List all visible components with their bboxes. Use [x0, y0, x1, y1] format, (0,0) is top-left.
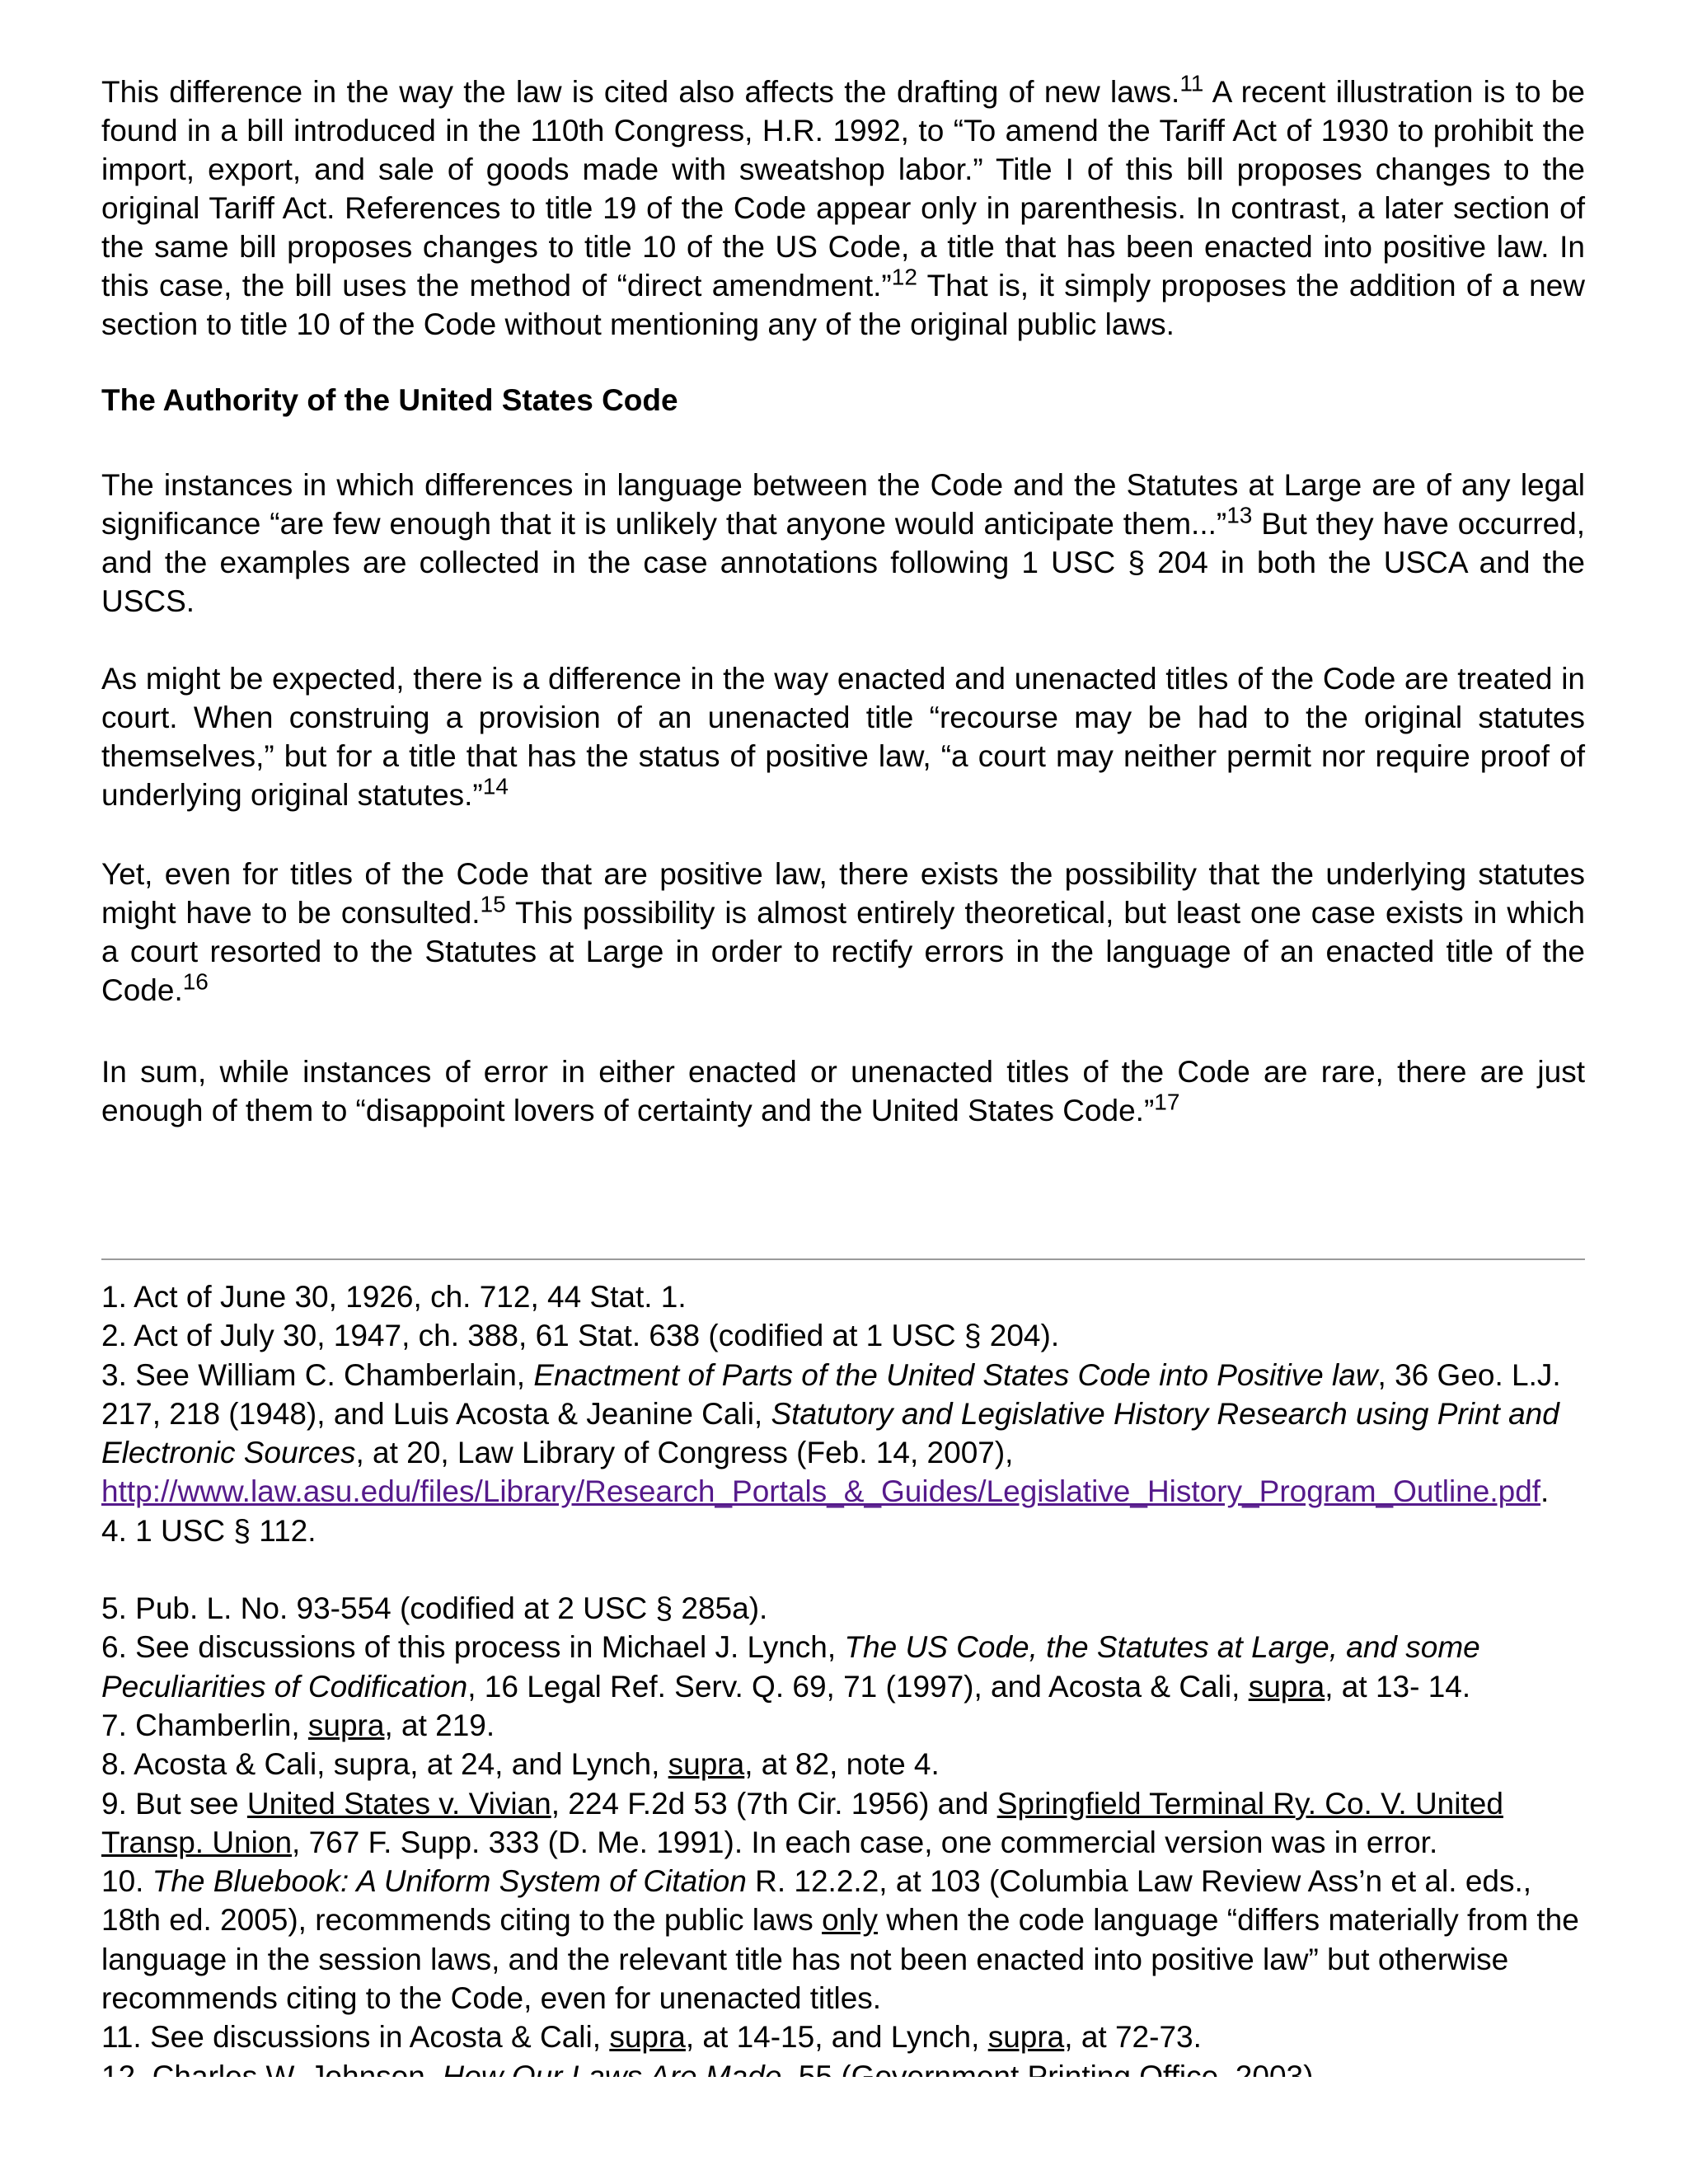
- text-span: , at 20, Law Library of Congress (Feb. 14, 2007),: [355, 1436, 1014, 1470]
- text-span: Yet, even for titles of the Code that are positive law, there exists the possibility that the underlying statutes might have to be consulted.: [101, 857, 1585, 930]
- footnote-ref-17[interactable]: 17: [1154, 1089, 1180, 1115]
- text-span: 3. See William C. Chamberlain,: [101, 1357, 534, 1392]
- footnote-10: [101, 1862, 1585, 2018]
- text-span: 8. Acosta & Cali, supra, at 24, and Lynch,: [101, 1747, 668, 1782]
- footnote-4: 4. 1 USC § 112.: [101, 1513, 316, 1548]
- footnote-ref-15[interactable]: 15: [480, 891, 506, 917]
- text-span: 9. But see: [101, 1786, 247, 1821]
- paragraph-drafting-new-laws: [101, 70, 1585, 344]
- paragraph-in-sum: [101, 1052, 1585, 1130]
- citation-title: The Bluebook: A Uniform System of Citation: [152, 1864, 747, 1899]
- text-span: 10.: [101, 1864, 152, 1899]
- citation-title: Enactment of Parts of the United States Code into Positive law: [533, 1357, 1378, 1392]
- document-page: [101, 0, 1585, 2184]
- footnote-8: [101, 1745, 1585, 1783]
- footnote-ref-16[interactable]: 16: [182, 968, 209, 995]
- supra-link[interactable]: supra: [307, 1708, 385, 1742]
- text-span: This possibility is almost entirely theoretical, but least one case exists in which a court resorted to the Statutes at Large in order to rectify errors in the language of an enacted title of the Code.: [101, 896, 1586, 1007]
- text-span: , 224 F.2d 53 (7th Cir. 1956) and: [551, 1786, 997, 1821]
- text-span: R. 12.2.2, at 103 (Columbia Law Review Ass’n et al. eds., 18th ed. 2005), recommends citing to the public laws: [101, 1864, 1532, 1938]
- footnote-7: [101, 1706, 1585, 1745]
- supra-link[interactable]: supra: [1248, 1669, 1325, 1704]
- only-link[interactable]: only: [822, 1903, 878, 1938]
- text-span: 7. Chamberlin,: [101, 1708, 308, 1742]
- citation-title: Statutory and Legislative History Research using Print and Electronic Sources: [101, 1396, 1559, 1470]
- footnote-2: 2. Act of July 30, 1947, ch. 388, 61 Stat. 638 (codified at 1 USC § 204).: [101, 1319, 1060, 1353]
- supra-link[interactable]: supra: [609, 2020, 686, 2055]
- footnotes-list: [101, 1277, 1585, 2096]
- section-heading: The Authority of the United States Code: [101, 383, 678, 417]
- footnote-3: [101, 1356, 1585, 1511]
- text-span: , at 219.: [384, 1708, 495, 1742]
- case-link-springfield[interactable]: Springfield Terminal Ry. Co. V. United Transp. Union: [101, 1786, 1503, 1859]
- supra-link[interactable]: supra: [987, 2020, 1065, 2055]
- footnote-5: 5. Pub. L. No. 93-554 (codified at 2 USC § 285a).: [101, 1591, 768, 1626]
- footnote-9: [101, 1784, 1585, 1863]
- text-span: when the code language “differs materially from the language in the session laws, and the relevant title has not been enacted into positive law” but otherwise recommends citing to the Code, even for unenacted titles.: [101, 1903, 1579, 2016]
- text-span: .: [1540, 1474, 1550, 1509]
- footnote-ref-11[interactable]: 11: [1179, 70, 1204, 96]
- case-link-vivian[interactable]: United States v. Vivian: [246, 1786, 551, 1821]
- text-span: As might be expected, there is a difference in the way enacted and unenacted titles of the Code are treated in court. When construing a provision of an unenacted title “recourse may be had to the original statutes themselves,” but for a title that has the status of positive law, “a court may neither permit nor require proof of underlying original statutes.”: [101, 662, 1585, 812]
- footnote-divider: [101, 1258, 1585, 1260]
- text-span: , 16 Legal Ref. Serv. Q. 69, 71 (1997), and Acosta & Cali,: [467, 1669, 1249, 1704]
- footnote-spacer: [101, 1550, 1585, 1589]
- paragraph-enacted-unenacted: [101, 659, 1585, 814]
- outline-pdf-link[interactable]: http://www.law.asu.edu/files/Library/Research_Portals_&_Guides/Legislative_History_Program_Outline.pdf: [101, 1474, 1541, 1509]
- text-span: That is, it simply proposes the addition of a new section to title 10 of the Code without mentioning any of the original public laws.: [101, 269, 1585, 341]
- page-bottom-margin: [0, 2077, 1688, 2184]
- text-span: , at 13- 14.: [1325, 1669, 1471, 1704]
- text-span: But they have occurred, and the examples are collected in the case annotations following 1 USC § 204 in both the USCA and the USCS.: [101, 507, 1586, 618]
- paragraph-underlying-statutes: [101, 855, 1585, 1010]
- footnote-1: 1. Act of June 30, 1926, ch. 712, 44 Stat. 1.: [101, 1280, 687, 1314]
- text-span: , at 72-73.: [1064, 2020, 1202, 2055]
- footnote-ref-12[interactable]: 12: [891, 264, 917, 290]
- text-span: In sum, while instances of error in either enacted or unenacted titles of the Code are rare, there are just enough of them to “disappoint lovers of certainty and the United States Code.”: [101, 1055, 1585, 1127]
- paragraph-language-differences: [101, 466, 1585, 621]
- footnote-6: [101, 1628, 1585, 1706]
- text-span: , at 14-15, and Lynch,: [685, 2020, 988, 2055]
- footnote-ref-14[interactable]: 14: [482, 773, 509, 799]
- text-span: The instances in which differences in language between the Code and the Statutes at Large are of any legal significance “are few enough that it is unlikely that anyone would anticipate them...”: [101, 468, 1585, 541]
- supra-link[interactable]: supra: [668, 1747, 745, 1782]
- citation-title: The US Code, the Statutes at Large, and some Peculiarities of Codification: [101, 1630, 1480, 1704]
- footnote-ref-13[interactable]: 13: [1226, 502, 1253, 528]
- text-span: This difference in the way the law is cited also affects the drafting of new laws.: [101, 75, 1180, 109]
- text-span: 6. See discussions of this process in Michael J. Lynch,: [101, 1630, 845, 1665]
- text-span: , at 82, note 4.: [744, 1747, 940, 1782]
- text-span: , 36 Geo. L.J. 217, 218 (1948), and Luis Acosta & Jeanine Cali,: [101, 1357, 1561, 1431]
- text-span: A recent illustration is to be found in a bill introduced in the 110th Congress, H.R. 1992, to “To amend the Tariff Act of 1930 to prohibit the import, export, and sale of goods made with sweatshop labor.” Title I of this bill proposes changes to the original Tariff Act. References to title 19 of the Code appear only in parenthesis. In contrast, a later section of the same bill proposes changes to title 10 of the US Code, a title that has been enacted into positive law. In this case, the bill uses the method of “direct amendment.”: [101, 75, 1585, 302]
- text-span: , 767 F. Supp. 333 (D. Me. 1991). In each case, one commercial version was in error.: [292, 1825, 1438, 1859]
- footnote-11: [101, 2018, 1585, 2056]
- text-span: 11. See discussions in Acosta & Cali,: [101, 2020, 610, 2055]
